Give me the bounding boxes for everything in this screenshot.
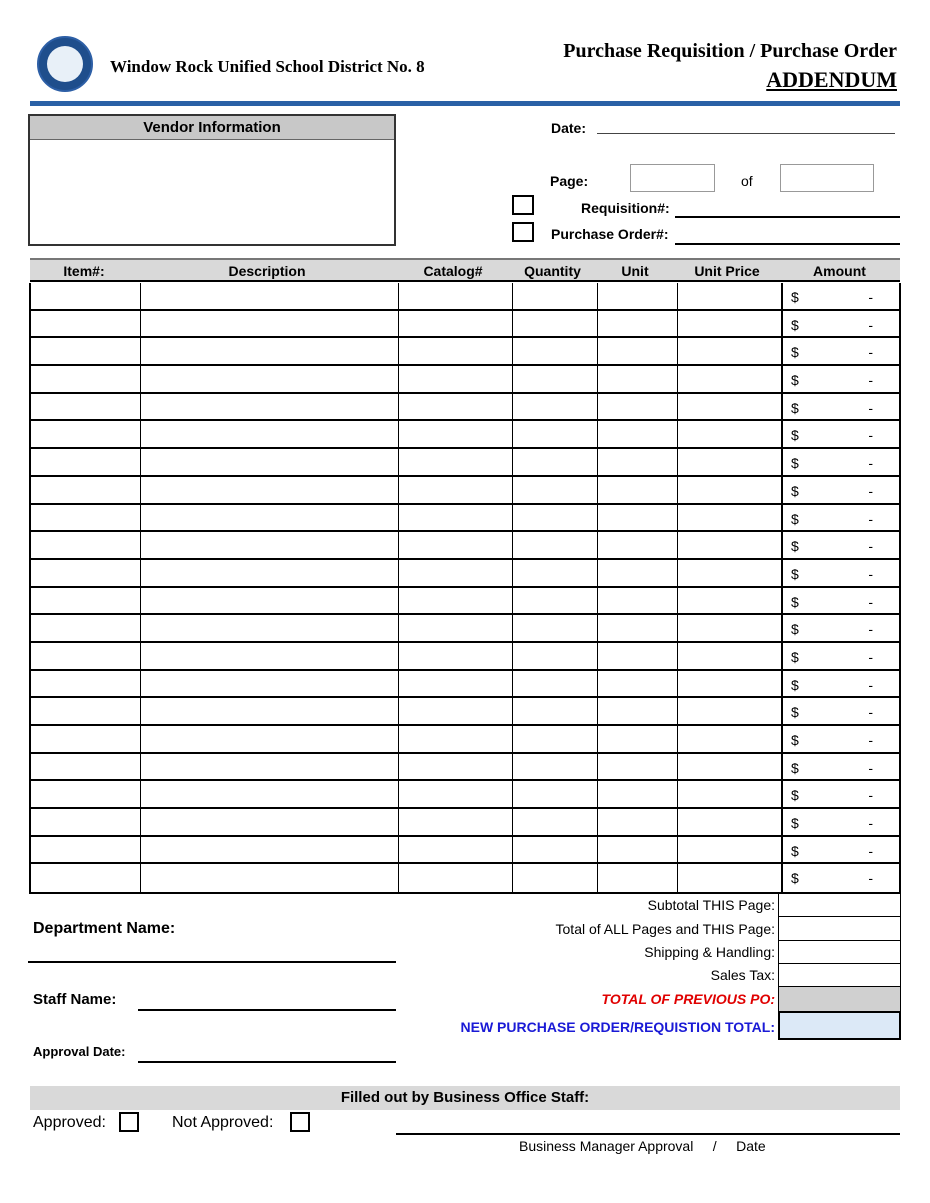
not-approved-label: Not Approved: [172,1114,274,1131]
cell-item[interactable] [31,560,140,586]
cell-unit-price[interactable] [677,643,781,669]
column-quantity: Quantity [524,263,581,279]
cell-quantity[interactable] [512,449,597,475]
cell-catalog[interactable] [398,366,512,392]
cell-quantity[interactable] [512,698,597,724]
purchase-order-label: Purchase Order#: [551,226,669,242]
cell-description[interactable] [140,560,398,586]
cell-description[interactable] [140,477,398,503]
cell-amount[interactable] [781,421,899,447]
amount-value: - [868,289,873,305]
table-row [31,311,899,339]
currency-symbol: $ [791,482,799,499]
page-of-label: of [741,173,753,189]
cell-catalog[interactable] [398,781,512,807]
cell-amount[interactable] [781,671,899,697]
amount-value: - [868,593,873,610]
cell-unit-price[interactable] [677,671,781,697]
cell-quantity[interactable] [512,560,597,586]
cell-catalog[interactable] [398,754,512,780]
cell-unit[interactable] [597,505,677,531]
amount-value: - [868,787,873,804]
sales-tax-field[interactable] [778,963,901,987]
date-field[interactable] [597,133,895,134]
column-description: Description [228,263,306,279]
amount-value: - [868,621,873,638]
cell-catalog[interactable] [398,643,512,669]
table-row [31,726,899,754]
cell-item[interactable] [31,505,140,531]
cell-description[interactable] [140,781,398,807]
cell-catalog[interactable] [398,338,512,364]
date-label: Date: [551,120,587,136]
currency-symbol: $ [791,787,799,804]
cell-unit-price[interactable] [677,754,781,780]
amount-value: - [868,372,873,389]
cell-unit-price[interactable] [677,449,781,475]
cell-description[interactable] [140,726,398,752]
cell-item[interactable] [31,532,140,558]
cell-unit[interactable] [597,421,677,447]
amount-value: - [868,538,873,555]
cell-description[interactable] [140,698,398,724]
cell-item[interactable] [31,311,140,337]
cell-quantity[interactable] [512,366,597,392]
currency-symbol: $ [791,759,799,776]
cell-amount[interactable] [781,726,899,752]
cell-item[interactable] [31,283,140,309]
form-subtitle: ADDENDUM [766,67,897,92]
cell-unit[interactable] [597,394,677,420]
cell-amount[interactable] [781,781,899,807]
amount-value: - [868,815,873,832]
cell-amount[interactable] [781,560,899,586]
cell-catalog[interactable] [398,449,512,475]
table-row [31,754,899,782]
cell-catalog[interactable] [398,837,512,863]
amount-value: - [868,510,873,527]
cell-amount[interactable] [781,615,899,641]
amount-value: - [868,648,873,665]
cell-unit[interactable] [597,671,677,697]
currency-symbol: $ [791,842,799,859]
cell-unit-price[interactable] [677,781,781,807]
cell-catalog[interactable] [398,477,512,503]
table-row [31,394,899,422]
currency-symbol: $ [791,565,799,582]
cell-amount[interactable] [781,837,899,863]
cell-item[interactable] [31,864,140,892]
cell-item[interactable] [31,338,140,364]
requisition-label: Requisition#: [581,200,670,216]
currency-symbol: $ [791,538,799,555]
page-number-input[interactable] [630,164,715,192]
currency-symbol: $ [791,648,799,665]
cell-unit-price[interactable] [677,394,781,420]
cell-catalog[interactable] [398,283,512,309]
table-row [31,809,899,837]
cell-catalog[interactable] [398,560,512,586]
cell-unit[interactable] [597,754,677,780]
cell-amount[interactable] [781,283,899,309]
subtotal-field[interactable] [778,893,901,917]
shipping-field[interactable] [778,940,901,964]
district-name: Window Rock Unified School District No. 8 [110,57,425,76]
cell-item[interactable] [31,366,140,392]
cell-description[interactable] [140,532,398,558]
currency-symbol: $ [791,344,799,361]
cell-catalog[interactable] [398,588,512,614]
currency-symbol: $ [791,676,799,693]
cell-item[interactable] [31,837,140,863]
cell-catalog[interactable] [398,311,512,337]
cell-quantity[interactable] [512,781,597,807]
amount-value: - [868,704,873,721]
cell-quantity[interactable] [512,837,597,863]
cell-unit[interactable] [597,338,677,364]
currency-symbol: $ [791,704,799,721]
business-office-heading: Filled out by Business Office Staff: [30,1086,900,1110]
cell-unit[interactable] [597,588,677,614]
table-row [31,532,899,560]
cell-amount[interactable] [781,588,899,614]
department-name-field[interactable] [28,961,396,963]
amount-value: - [868,676,873,693]
cell-description[interactable] [140,671,398,697]
total-all-pages-label: Total of ALL Pages and THIS Page: [555,921,775,937]
cell-description[interactable] [140,394,398,420]
cell-unit[interactable] [597,643,677,669]
cell-description[interactable] [140,283,398,309]
purchase-order-checkbox[interactable] [512,222,534,242]
cell-unit[interactable] [597,311,677,337]
table-row [31,505,899,533]
items-table-body [29,283,901,894]
cell-description[interactable] [140,643,398,669]
cell-description[interactable] [140,809,398,835]
cell-quantity[interactable] [512,588,597,614]
cell-unit-price[interactable] [677,505,781,531]
cell-unit-price[interactable] [677,560,781,586]
cell-catalog[interactable] [398,698,512,724]
new-total-label: NEW PURCHASE ORDER/REQUISTION TOTAL: [460,1019,775,1035]
currency-symbol: $ [791,372,799,389]
cell-quantity[interactable] [512,283,597,309]
cell-quantity[interactable] [512,477,597,503]
cell-unit-price[interactable] [677,588,781,614]
cell-amount[interactable] [781,532,899,558]
currency-symbol: $ [791,455,799,472]
column-amount: Amount [813,263,866,279]
table-row [31,338,899,366]
cell-unit[interactable] [597,809,677,835]
cell-catalog[interactable] [398,864,512,892]
cell-amount[interactable] [781,338,899,364]
currency-symbol: $ [791,732,799,748]
cell-quantity[interactable] [512,532,597,558]
amount-value: - [868,732,873,748]
table-row [31,781,899,809]
cell-unit-price[interactable] [677,837,781,863]
approved-label: Approved: [33,1114,106,1131]
cell-quantity[interactable] [512,615,597,641]
cell-description[interactable] [140,338,398,364]
requisition-checkbox[interactable] [512,195,534,215]
not-approved-checkbox[interactable] [290,1112,310,1132]
cell-description[interactable] [140,449,398,475]
cell-unit[interactable] [597,366,677,392]
vendor-information-heading: Vendor Information [30,116,394,140]
column-unit-price: Unit Price [694,263,760,279]
sales-tax-label: Sales Tax: [710,967,775,983]
cell-catalog[interactable] [398,532,512,558]
currency-symbol: $ [791,510,799,527]
amount-value: - [868,842,873,859]
cell-quantity[interactable] [512,726,597,752]
cell-unit-price[interactable] [677,338,781,364]
cell-description[interactable] [140,421,398,447]
business-manager-signature-field[interactable] [396,1133,900,1135]
table-row [31,560,899,588]
amount-value: - [868,455,873,472]
cell-catalog[interactable] [398,421,512,447]
cell-description[interactable] [140,588,398,614]
cell-item[interactable] [31,809,140,835]
previous-po-total-field[interactable] [778,986,901,1012]
cell-description[interactable] [140,615,398,641]
cell-item[interactable] [31,754,140,780]
cell-unit-price[interactable] [677,726,781,752]
cell-description[interactable] [140,311,398,337]
cell-item[interactable] [31,671,140,697]
cell-catalog[interactable] [398,809,512,835]
table-row [31,421,899,449]
cell-amount[interactable] [781,505,899,531]
cell-catalog[interactable] [398,615,512,641]
currency-symbol: $ [791,815,799,832]
table-row [31,588,899,616]
approval-date-field[interactable] [138,1061,396,1063]
cell-unit-price[interactable] [677,311,781,337]
cell-item[interactable] [31,477,140,503]
cell-quantity[interactable] [512,864,597,892]
cell-amount[interactable] [781,864,899,892]
cell-unit[interactable] [597,615,677,641]
page-total-input[interactable] [780,164,874,192]
header-divider [30,101,900,106]
cell-unit-price[interactable] [677,477,781,503]
cell-unit[interactable] [597,837,677,863]
amount-value: - [868,427,873,444]
currency-symbol: $ [791,289,799,305]
cell-unit[interactable] [597,698,677,724]
cell-unit[interactable] [597,781,677,807]
currency-symbol: $ [791,427,799,444]
amount-value: - [868,399,873,416]
cell-unit[interactable] [597,532,677,558]
total-all-pages-field[interactable] [778,916,901,941]
amount-value: - [868,759,873,776]
cell-quantity[interactable] [512,505,597,531]
cell-unit[interactable] [597,726,677,752]
table-row [31,864,899,892]
cell-description[interactable] [140,864,398,892]
vendor-information-box[interactable] [28,114,396,246]
cell-unit-price[interactable] [677,366,781,392]
cell-quantity[interactable] [512,754,597,780]
cell-catalog[interactable] [398,671,512,697]
currency-symbol: $ [791,870,799,887]
cell-unit[interactable] [597,560,677,586]
cell-item[interactable] [31,615,140,641]
cell-amount[interactable] [781,698,899,724]
items-table-header [30,258,900,282]
form-title: Purchase Requisition / Purchase Order [563,40,897,62]
cell-quantity[interactable] [512,311,597,337]
cell-description[interactable] [140,366,398,392]
cell-catalog[interactable] [398,505,512,531]
cell-item[interactable] [31,394,140,420]
cell-amount[interactable] [781,809,899,835]
table-row [31,615,899,643]
cell-amount[interactable] [781,754,899,780]
cell-unit-price[interactable] [677,809,781,835]
approved-checkbox[interactable] [119,1112,139,1132]
column-catalog: Catalog# [423,263,483,279]
cell-quantity[interactable] [512,421,597,447]
cell-amount[interactable] [781,394,899,420]
staff-name-field[interactable] [138,1009,396,1011]
cell-item[interactable] [31,781,140,807]
cell-unit-price[interactable] [677,864,781,892]
cell-amount[interactable] [781,311,899,337]
cell-unit-price[interactable] [677,532,781,558]
cell-unit[interactable] [597,864,677,892]
cell-item[interactable] [31,421,140,447]
table-row [31,366,899,394]
cell-description[interactable] [140,505,398,531]
currency-symbol: $ [791,621,799,638]
cell-description[interactable] [140,837,398,863]
approval-date-label: Approval Date: [33,1044,126,1059]
cell-quantity[interactable] [512,809,597,835]
cell-item[interactable] [31,643,140,669]
cell-unit-price[interactable] [677,615,781,641]
currency-symbol: $ [791,399,799,416]
cell-quantity[interactable] [512,338,597,364]
amount-value: - [868,482,873,499]
cell-item[interactable] [31,588,140,614]
cell-unit-price[interactable] [677,698,781,724]
currency-symbol: $ [791,593,799,610]
cell-item[interactable] [31,726,140,752]
business-manager-approval-caption: Business Manager Approval / Date [519,1138,766,1154]
table-row [31,283,899,311]
table-row [31,643,899,671]
previous-po-total-label: TOTAL OF PREVIOUS PO: [601,991,775,1007]
page-label: Page: [550,173,589,189]
purchase-order-number-field[interactable] [675,243,900,245]
shipping-label: Shipping & Handling: [644,944,775,960]
staff-name-label: Staff Name: [33,991,117,1008]
cell-quantity[interactable] [512,394,597,420]
table-row [31,837,899,865]
column-unit: Unit [621,263,649,279]
district-logo [37,36,93,92]
cell-unit-price[interactable] [677,421,781,447]
new-total-field[interactable] [778,1011,901,1040]
cell-catalog[interactable] [398,726,512,752]
table-row [31,449,899,477]
cell-unit[interactable] [597,449,677,475]
cell-amount[interactable] [781,366,899,392]
cell-item[interactable] [31,449,140,475]
cell-catalog[interactable] [398,394,512,420]
currency-symbol: $ [791,316,799,333]
subtotal-label: Subtotal THIS Page: [647,897,775,913]
cell-unit[interactable] [597,283,677,309]
cell-amount[interactable] [781,477,899,503]
cell-unit[interactable] [597,477,677,503]
amount-value: - [868,870,873,887]
table-row [31,477,899,505]
cell-amount[interactable] [781,643,899,669]
cell-unit-price[interactable] [677,283,781,309]
amount-value: - [868,565,873,582]
cell-quantity[interactable] [512,671,597,697]
cell-description[interactable] [140,754,398,780]
department-name-label: Department Name: [33,920,176,937]
column-item: Item#: [63,263,105,279]
table-row [31,671,899,699]
requisition-number-field[interactable] [675,216,900,218]
amount-value: - [868,344,873,361]
amount-value: - [868,316,873,333]
cell-amount[interactable] [781,449,899,475]
table-row [31,698,899,726]
cell-quantity[interactable] [512,643,597,669]
cell-item[interactable] [31,698,140,724]
